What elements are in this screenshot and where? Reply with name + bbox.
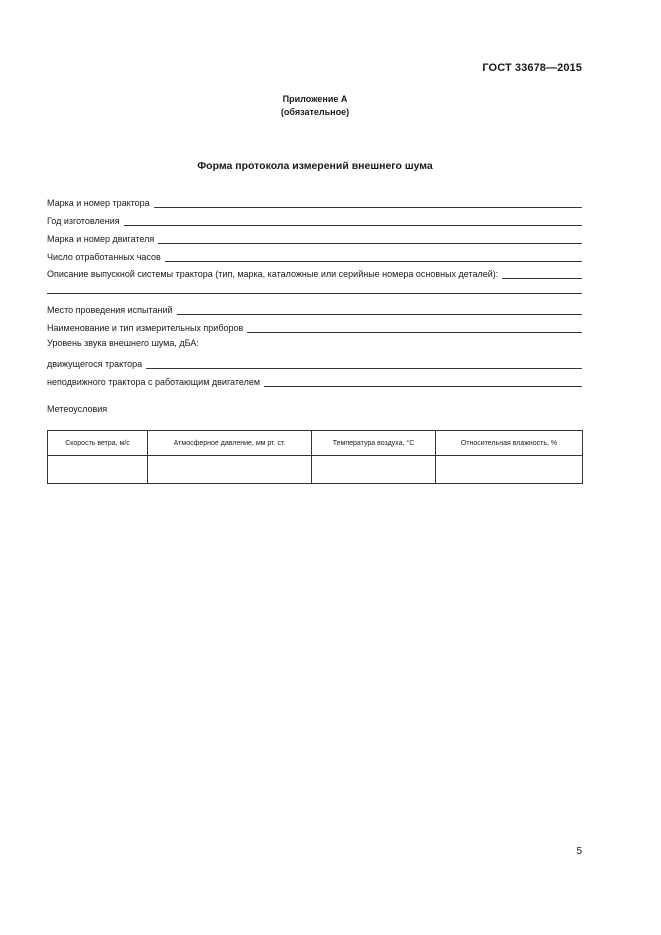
field-engine-model bbox=[47, 231, 582, 244]
noise-level-label: Уровень звука внешнего шума, дБА: bbox=[47, 338, 199, 348]
field-operating-hours bbox=[47, 249, 582, 262]
fill-line[interactable] bbox=[146, 358, 582, 369]
field-test-location bbox=[47, 302, 582, 315]
header-temperature: Температура воздуха, °С bbox=[312, 431, 436, 456]
field-manufacture-year bbox=[47, 213, 582, 226]
meteo-table bbox=[47, 430, 583, 484]
appendix-status: (обязательное) bbox=[280, 107, 350, 117]
field-instruments bbox=[47, 320, 582, 333]
header-wind-speed: Скорость ветра, м/с bbox=[48, 431, 148, 456]
cell-wind-speed[interactable] bbox=[48, 456, 148, 484]
table-header-row bbox=[48, 431, 583, 456]
field-label: Год изготовления bbox=[47, 216, 120, 226]
field-label: Марка и номер трактора bbox=[47, 198, 150, 208]
field-tractor-model bbox=[47, 195, 582, 208]
field-label: Число отработанных часов bbox=[47, 252, 161, 262]
fill-line[interactable] bbox=[247, 322, 582, 333]
cell-humidity[interactable] bbox=[436, 456, 583, 484]
table-row bbox=[48, 456, 583, 484]
fill-line[interactable] bbox=[158, 233, 582, 244]
fill-line[interactable] bbox=[124, 215, 582, 226]
field-exhaust-description bbox=[47, 266, 582, 279]
field-label: Описание выпускной системы трактора (тип, марка, каталожные или серийные номера основных деталей): bbox=[47, 269, 499, 279]
header-pressure: Атмосферное давление, мм рт. ст. bbox=[148, 431, 312, 456]
cell-pressure[interactable] bbox=[148, 456, 312, 484]
field-label: Наименование и тип измерительных приборов bbox=[47, 323, 244, 333]
fill-line-continuation[interactable] bbox=[47, 293, 582, 294]
cell-temperature[interactable] bbox=[312, 456, 436, 484]
fill-line[interactable] bbox=[264, 376, 582, 387]
field-label: Марка и номер двигателя bbox=[47, 234, 155, 244]
field-stationary-tractor bbox=[47, 374, 582, 387]
field-label: Место проведения испытаний bbox=[47, 305, 173, 315]
field-moving-tractor bbox=[47, 356, 582, 369]
header-humidity: Относительная влажность, % bbox=[436, 431, 583, 456]
fill-line[interactable] bbox=[177, 304, 582, 315]
meteo-label: Метеоусловия bbox=[47, 404, 108, 414]
appendix-title: Приложение А bbox=[282, 94, 348, 104]
standard-code: ГОСТ 33678—2015 bbox=[482, 62, 582, 74]
form-title: Форма протокола измерений внешнего шума bbox=[197, 160, 433, 172]
fill-line[interactable] bbox=[165, 251, 582, 262]
page-number: 5 bbox=[576, 846, 582, 857]
field-label: неподвижного трактора с работающим двигателем bbox=[47, 377, 261, 387]
field-label: движущегося трактора bbox=[47, 359, 143, 369]
fill-line[interactable] bbox=[154, 197, 582, 208]
fill-line[interactable] bbox=[502, 268, 582, 279]
